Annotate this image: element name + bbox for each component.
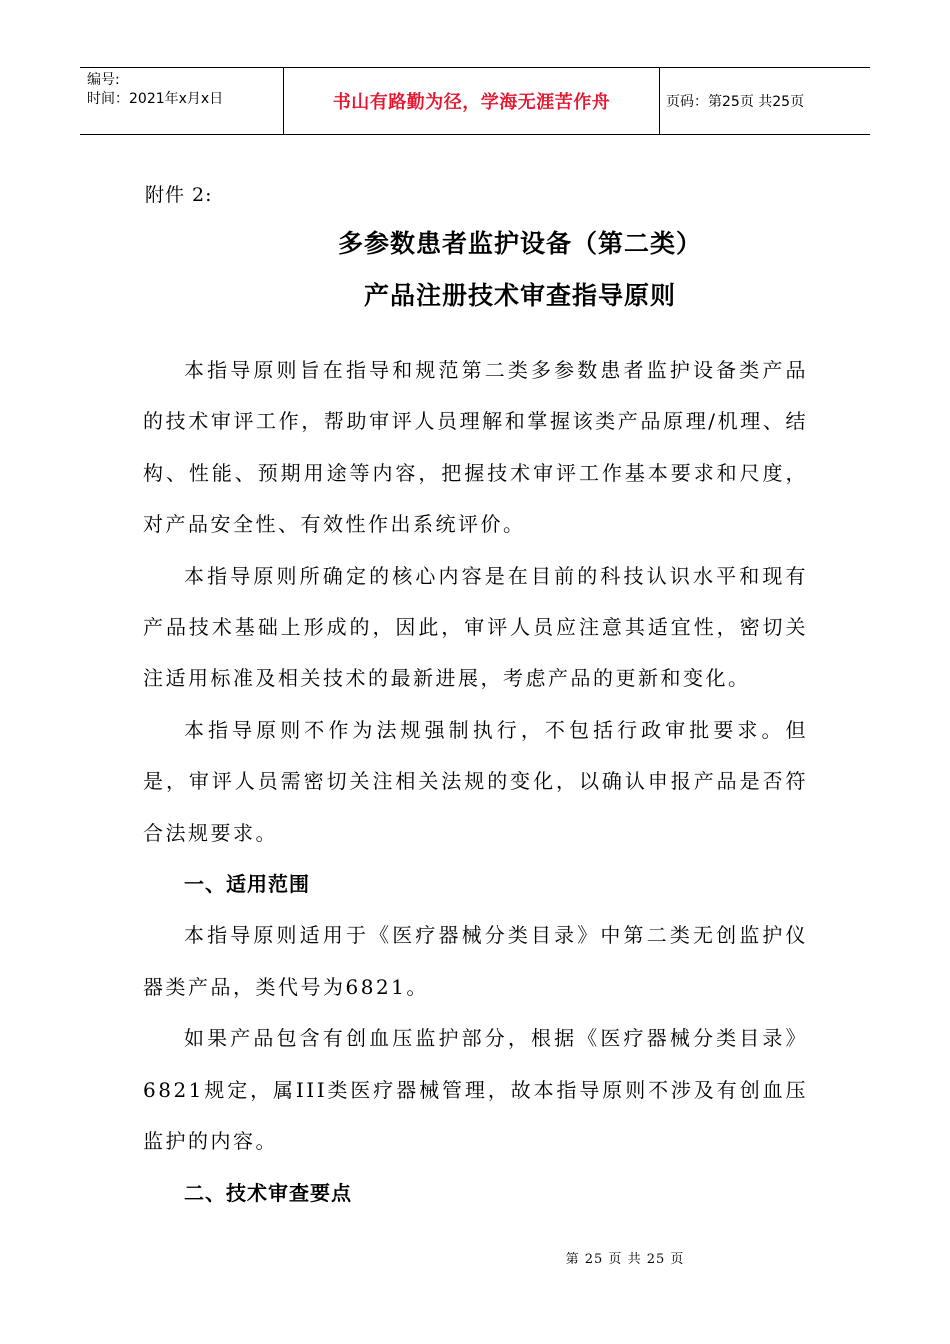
paragraph: 如果产品包含有创血压监护部分，根据《医疗器械分类目录》6821规定，属III类医疗器械管理，故本指导原则不涉及有创血压监护的内容。	[143, 1026, 808, 1154]
document-title-line1: 多参数患者监护设备（第二类）	[337, 229, 702, 258]
header-motto-cell	[283, 68, 660, 134]
paragraph: 本指导原则适用于《医疗器械分类目录》中第二类无创监护仪器类产品，类代号为6821。	[143, 923, 808, 999]
header-table	[80, 67, 870, 135]
paragraph: 本指导原则不作为法规强制执行，不包括行政审批要求。但是，审评人员需密切关注相关法规的变化，以确认申报产品是否符合法规要求。	[143, 717, 808, 845]
paragraph: 本指导原则所确定的核心内容是在目前的科技认识水平和现有产品技术基础上形成的，因此，审评人员应注意其适宜性，密切关注适用标准及相关技术的最新进展，考虑产品的更新和变化。	[143, 563, 808, 691]
date-label: 时间：2021年x月x日	[87, 91, 224, 107]
page-footer: 第 25 页 共 25 页	[565, 1252, 685, 1267]
motto: 书山有路勤为径，学海无涯苦作舟	[332, 92, 611, 113]
document-title-line2: 产品注册技术审查指导原则	[363, 281, 676, 310]
paragraph: 本指导原则旨在指导和规范第二类多参数患者监护设备类产品的技术审评工作，帮助审评人员理解和掌握该类产品原理/机理、结构、性能、预期用途等内容，把握技术审评工作基本要求和尺度，对产品安全性、有效性作出系统评价。	[143, 358, 808, 537]
serial-label: 编号:	[87, 72, 120, 88]
attachment-label: 附件 2:	[145, 184, 213, 206]
page-label: 页码：第25页 共25页	[666, 94, 805, 110]
header-page-cell	[660, 68, 870, 134]
header-info-cell	[80, 68, 283, 134]
document-body	[143, 345, 808, 1219]
section-heading-review-points: 二、技术审查要点	[184, 1180, 352, 1205]
section-heading-scope: 一、适用范围	[184, 872, 310, 897]
